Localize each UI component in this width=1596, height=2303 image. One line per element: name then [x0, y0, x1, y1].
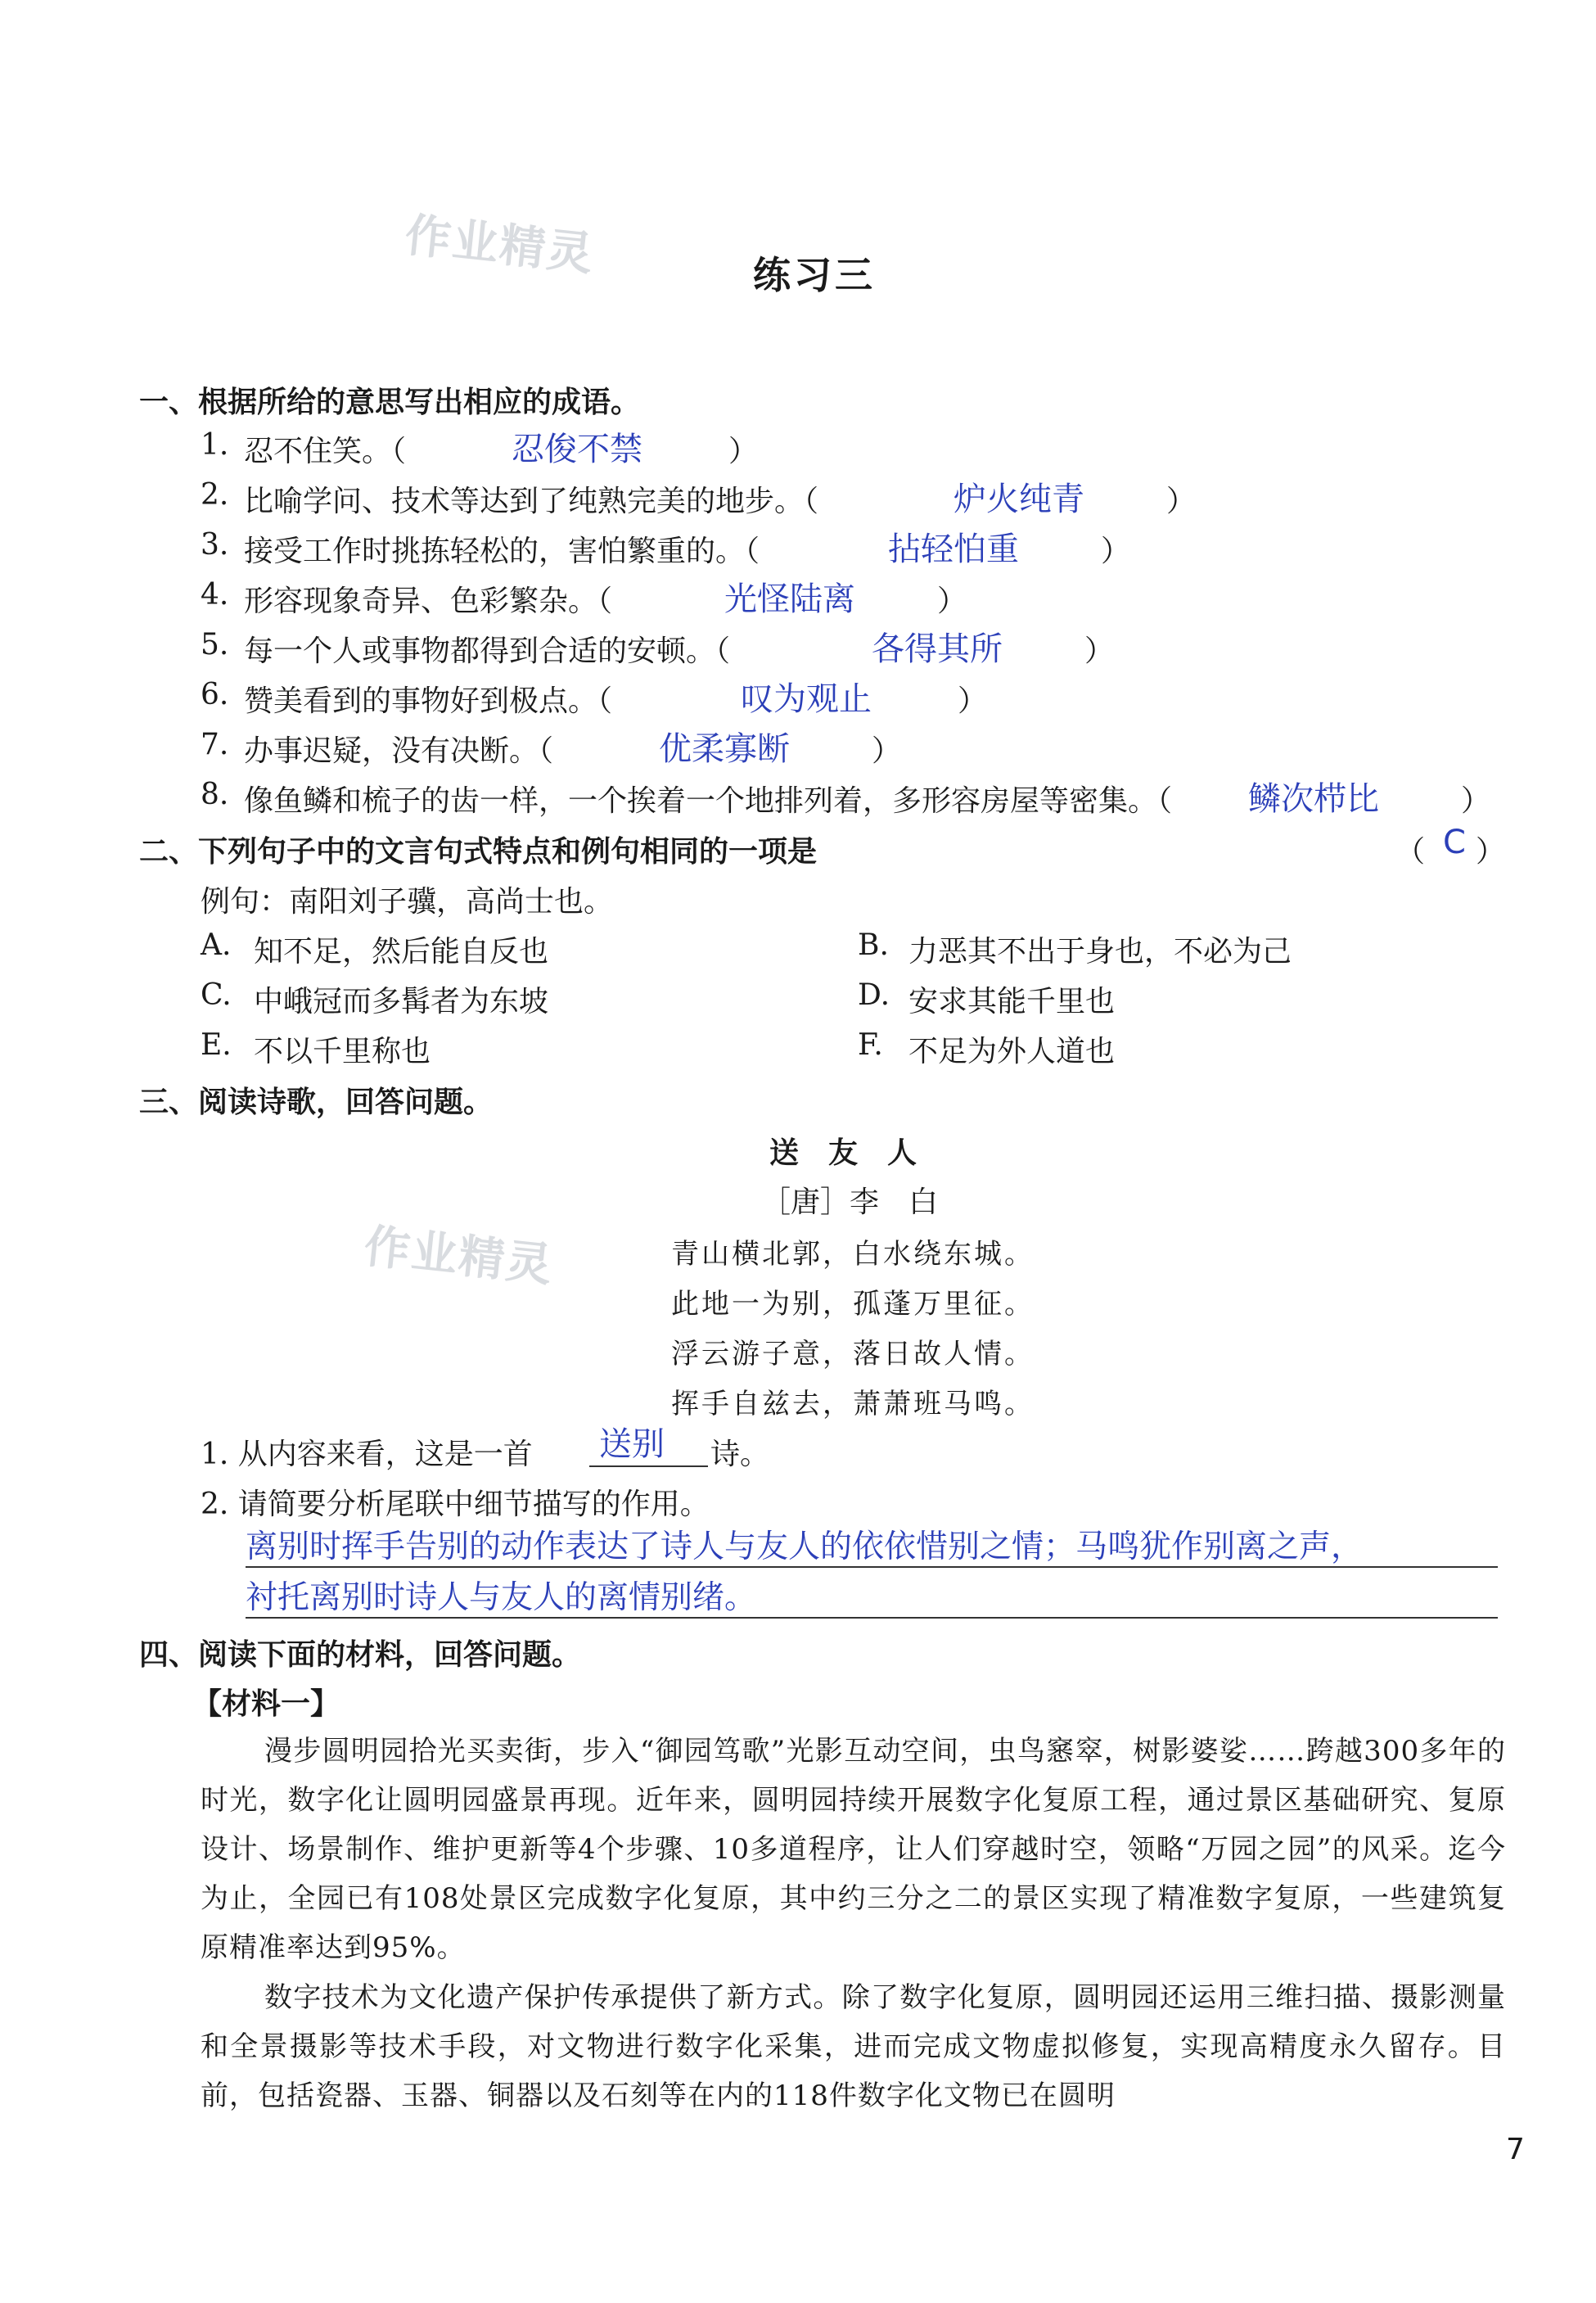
watermark: 作业精灵	[361, 1220, 557, 1293]
poem-line: 此地一为别，孤蓬万里征。	[671, 1288, 1035, 1321]
answer-handwriting: 衬托离别时诗人与友人的离情别绪。	[246, 1579, 757, 1616]
page-number: 7	[1506, 2133, 1525, 2166]
example-sentence: 例句：南阳刘子骥，高尚士也。	[201, 885, 614, 919]
section1-heading: 一、根据所给的意思写出相应的成语。	[139, 385, 641, 419]
answer-bracket-open: （	[1395, 835, 1426, 869]
answer-handwriting: 优柔寡断	[659, 730, 790, 768]
watermark: 作业精灵	[402, 209, 597, 282]
worksheet-page: 作业精灵 作业精灵 练习三 一、根据所给的意思写出相应的成语。 1. 忍不住笑。（ 忍俊不禁 ） 2. 比喻学问、技术等达到了纯熟完美的地步。（ 炉火纯青 ） 3. 接受工作时挑拣轻松的，害怕繁重的。（ 拈轻怕重 ） 4. 形容现象奇异、色彩繁杂。（ 光怪陆离 ） 5. 每一个人或事物都得到合适的安顿。（ 各得其所 ） 6. 赞美看到的事物好到极点。（ 叹为观止 ） 7. 办事迟疑，没有决断。（ 优柔寡断 ） 8. 像鱼鳞和梳子的齿一样，一个挨着一个地排列着，多形容房屋等密集。（ 鳞次栉比 ） 二、下列句子中的文言句式特点和例句相同的一项是 （ C ） 例句：南阳刘子骥，高尚士也。 A. 知不足，然后能自反也 B. 力恶其不出于身也，不必为己 C. 中峨冠而多髯者为东坡 D. 安求其能千里也 E. 不以千里称也 F. 不足为外人道也 三、阅读诗歌，回答问题。 送 友 人 ［唐］李 白 青山横北郭，白水绕东城。 此地一为别，孤蓬万里征。 浮云游子意，落日故人情。 挥手自兹去，萧萧班马鸣。 1. 从内容来看，这是一首 送别 诗。 2. 请简要分析尾联中细节描写的作用。 离别时挥手告别的动作表达了诗人与友人的依依惜别之情；马鸣犹作别离之声， 衬托离别时诗人与友人的离情别绪。 四、阅读下面的材料，回答问题。 【材料一】 漫步圆明园拾光买卖街，步入“御园笃歌”光影互动空间，虫鸟窸窣，树影婆娑……跨越300多年的时光，数字化让圆明园盛景再现。近年来，圆明园持续开展数字化复原工程，通过景区基础研究、复原设计、场景制作、维护更新等4个步骤、10多道程序，让人们穿越时空，领略“万园之园”的风采。迄今为止，全园已有108处景区完成数字化复原，其中约三分之二的景区实现了精准数字复原，一些建筑复原精准率达到95%。 数字技术为文化遗产保护传承提供了新方式。除了数字化复原，圆明园还运用三维扫描、摄影测量和全景摄影等技术手段，对文物进行数字化采集，进而完成文物虚拟修复，实现高精度永久留存。目前，包括瓷器、玉器、铜器以及石刻等在内的118件数字化文物已在圆明 7	[0, 0, 1596, 2303]
material-label: 【材料一】	[192, 1687, 340, 1721]
answer-handwriting: 鳞次栉比	[1248, 780, 1379, 818]
answer-handwriting: 离别时挥手告别的动作表达了诗人与友人的依依惜别之情；马鸣犹作别离之声，	[246, 1529, 1364, 1565]
question-1-suffix: 诗。	[710, 1438, 770, 1471]
poem-line: 浮云游子意，落日故人情。	[671, 1338, 1035, 1371]
poem-line: 青山横北郭，白水绕东城。	[671, 1238, 1035, 1271]
poem-title: 送 友 人	[769, 1136, 917, 1170]
answer-handwriting: 各得其所	[872, 630, 1003, 668]
answer-line	[246, 1617, 1498, 1619]
answer-handwriting: 忍俊不禁	[512, 431, 642, 468]
answer-handwriting: 拈轻怕重	[888, 531, 1019, 568]
material-paragraph: 数字技术为文化遗产保护传承提供了新方式。除了数字化复原，圆明园还运用三维扫描、摄影测量和全景摄影等技术手段，对文物进行数字化采集，进而完成文物虚拟修复，实现高精度永久留存。目前，包括瓷器、玉器、铜器以及石刻等在内的118件数字化文物已在圆明	[201, 1981, 1506, 2112]
answer-handwriting: 叹为观止	[741, 680, 872, 718]
answer-blank	[589, 1465, 708, 1467]
answer-line	[246, 1566, 1498, 1568]
poem-line: 挥手自兹去，萧萧班马鸣。	[671, 1388, 1035, 1420]
section4-heading: 四、阅读下面的材料，回答问题。	[139, 1637, 582, 1672]
section3-heading: 三、阅读诗歌，回答问题。	[139, 1085, 494, 1119]
question-2: 2. 请简要分析尾联中细节描写的作用。	[201, 1488, 710, 1521]
answer-handwriting: 光怪陆离	[724, 580, 855, 618]
answer-handwriting: 炉火纯青	[954, 481, 1084, 518]
section2-heading: 二、下列句子中的文言句式特点和例句相同的一项是	[139, 834, 818, 869]
answer-bracket-close: ）	[1476, 835, 1506, 869]
material-paragraph: 漫步圆明园拾光买卖街，步入“御园笃歌”光影互动空间，虫鸟窸窣，树影婆娑……跨越300多年的时光，数字化让圆明园盛景再现。近年来，圆明园持续开展数字化复原工程，通过景区基础研究、复原设计、场景制作、维护更新等4个步骤、10多道程序，让人们穿越时空，领略“万园之园”的风采。迄今为止，全园已有108处景区完成数字化复原，其中约三分之二的景区实现了精准数字复原，一些建筑复原精准率达到95%。	[201, 1735, 1506, 1964]
poem-author: ［唐］李 白	[761, 1185, 939, 1219]
answer-handwriting: 送别	[599, 1425, 665, 1463]
page-title: 练习三	[753, 253, 876, 297]
answer-handwriting: C	[1443, 824, 1466, 861]
question-1: 1. 从内容来看，这是一首	[201, 1438, 533, 1471]
